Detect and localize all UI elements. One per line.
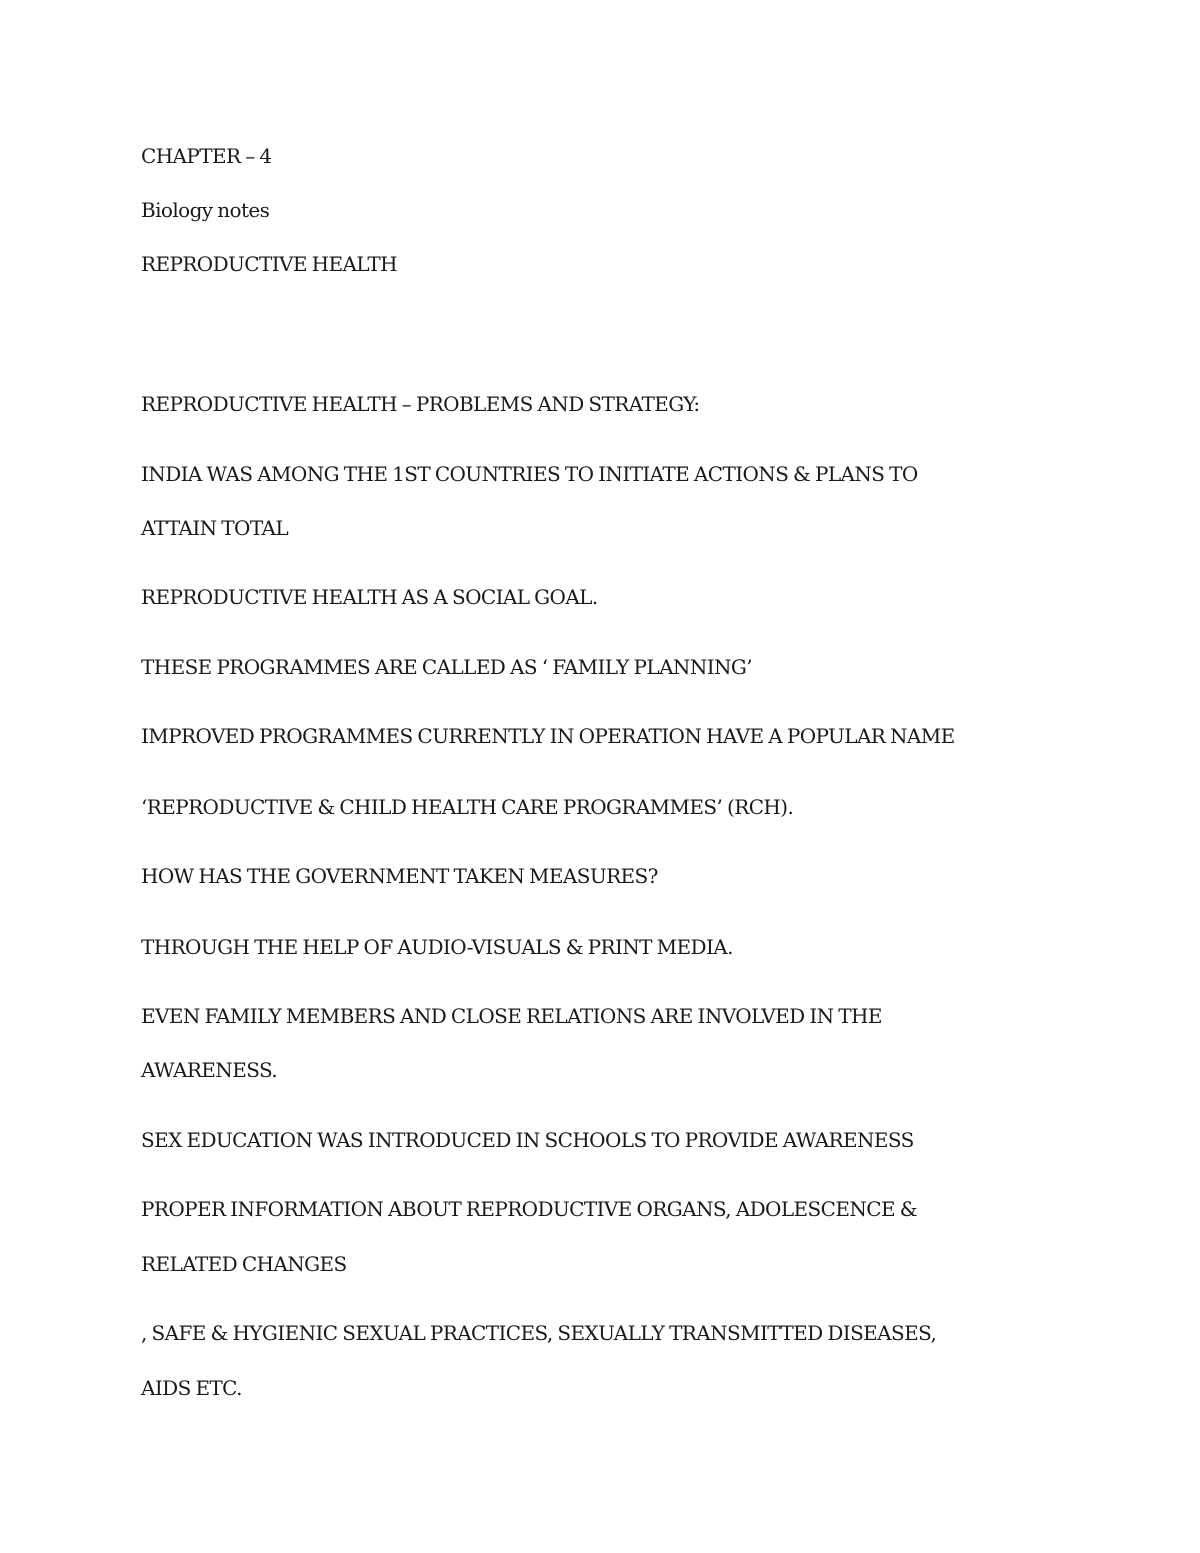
text-line: INDIA WAS AMONG THE 1ST COUNTRIES TO INITIATE ACTIONS & PLANS TO [141,462,918,486]
text-line: THESE PROGRAMMES ARE CALLED AS ‘ FAMILY PLANNING’ [141,655,753,679]
text-line: RELATED CHANGES [141,1252,347,1276]
text-line: HOW HAS THE GOVERNMENT TAKEN MEASURES? [141,864,658,888]
text-line: EVEN FAMILY MEMBERS AND CLOSE RELATIONS ARE INVOLVED IN THE [141,1004,882,1028]
text-line: AIDS ETC. [141,1376,242,1400]
text-line: , SAFE & HYGIENIC SEXUAL PRACTICES, SEXUALLY TRANSMITTED DISEASES, [141,1321,937,1345]
section-heading: REPRODUCTIVE HEALTH – PROBLEMS AND STRATEGY: [141,392,700,416]
text-line: ‘REPRODUCTIVE & CHILD HEALTH CARE PROGRAMMES’ (RCH). [141,795,794,819]
text-line: THROUGH THE HELP OF AUDIO-VISUALS & PRINT MEDIA. [141,935,733,959]
text-line: SEX EDUCATION WAS INTRODUCED IN SCHOOLS TO PROVIDE AWARENESS [141,1128,914,1152]
text-line: PROPER INFORMATION ABOUT REPRODUCTIVE ORGANS, ADOLESCENCE & [141,1197,917,1221]
chapter-label: CHAPTER – 4 [141,144,272,168]
subject-label: Biology notes [141,198,270,222]
text-line: REPRODUCTIVE HEALTH AS A SOCIAL GOAL. [141,585,598,609]
text-line: IMPROVED PROGRAMMES CURRENTLY IN OPERATION HAVE A POPULAR NAME [141,724,955,748]
text-line: AWARENESS. [141,1058,278,1082]
text-line: ATTAIN TOTAL [141,516,289,540]
document-title: REPRODUCTIVE HEALTH [141,252,397,276]
